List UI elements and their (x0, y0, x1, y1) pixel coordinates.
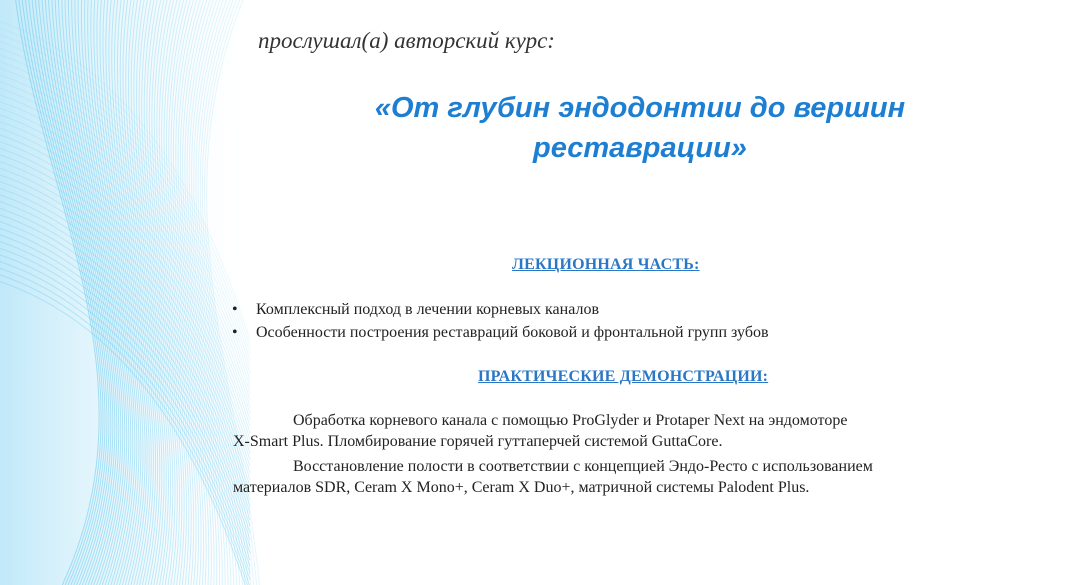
practice-paragraph (233, 456, 1043, 498)
list-item: • Комплексный подход в лечении корневых каналов (232, 298, 769, 321)
intro-text: прослушал(а) авторский курс: (258, 28, 555, 53)
paragraph-line: X-Smart Plus. Пломбирование горячей гуттаперчей системой GuttaCore. (233, 433, 723, 450)
paragraph-line: Обработка корневого канала с помощью ProGlyder и Protaper Next на эндомоторе (293, 412, 848, 429)
practice-paragraph (233, 410, 1043, 452)
list-item: • Особенности построения реставраций боковой и фронтальной групп зубов (232, 321, 769, 344)
lecture-heading: ЛЕКЦИОННАЯ ЧАСТЬ: (512, 256, 700, 273)
practice-heading: ПРАКТИЧЕСКИЕ ДЕМОНСТРАЦИИ: (478, 368, 769, 385)
course-title-line: «От глубин эндодонтии до вершин (374, 92, 906, 124)
course-title (270, 88, 1010, 168)
paragraph-line: Восстановление полости в соответствии с концепцией Эндо-Ресто с использованием (293, 458, 873, 475)
paragraph-line: материалов SDR, Ceram X Mono+, Ceram X Duo+, матричной системы Palodent Plus. (233, 479, 810, 496)
lecture-list (232, 298, 769, 344)
course-title-line: реставрации» (533, 132, 747, 164)
